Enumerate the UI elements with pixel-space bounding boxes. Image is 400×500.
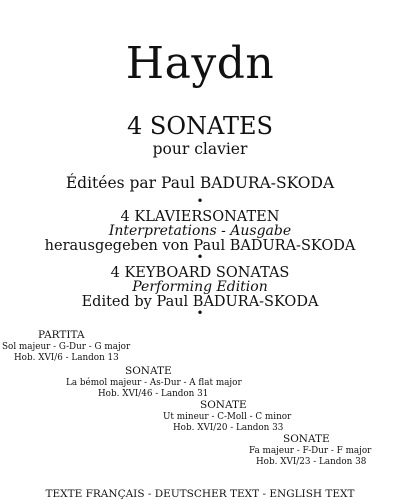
english-editor: Edited by Paul BADURA-SKODA xyxy=(81,294,319,310)
english-title: 4 KEYBOARD SONATAS xyxy=(110,265,290,281)
work-heading: PARTITA xyxy=(38,329,85,341)
work-keys: La bémol majeur - As-Dur - A flat major xyxy=(66,378,242,388)
work-catalog: Hob. XVI/46 - Landon 31 xyxy=(98,389,209,399)
german-editor: herausgegeben von Paul BADURA-SKODA xyxy=(44,238,356,254)
editor-french: Éditées par Paul BADURA-SKODA xyxy=(65,174,335,192)
composer-name: Haydn xyxy=(125,38,275,89)
language-footer: TEXTE FRANÇAIS - DEUTSCHER TEXT - ENGLISH TEXT xyxy=(45,488,355,500)
work-keys: Ut mineur - C-Moll - C minor xyxy=(163,412,292,422)
bullet-separator: • xyxy=(196,194,204,208)
german-subtitle: Interpretations - Ausgabe xyxy=(108,223,292,239)
work-catalog: Hob. XVI/6 - Landon 13 xyxy=(14,353,119,363)
main-title: 4 SONATES xyxy=(126,112,273,140)
work-heading: SONATE xyxy=(125,365,172,377)
work-keys: Sol majeur - G-Dur - G major xyxy=(2,342,131,352)
german-title: 4 KLAVIERSONATEN xyxy=(120,209,280,225)
work-heading: SONATE xyxy=(200,399,247,411)
work-heading: SONATE xyxy=(283,433,330,445)
bullet-separator: • xyxy=(196,250,204,264)
bullet-separator: • xyxy=(196,306,204,320)
work-catalog: Hob. XVI/20 - Landon 33 xyxy=(173,423,284,433)
work-keys: Fa majeur - F-Dur - F major xyxy=(249,446,372,456)
english-subtitle: Performing Edition xyxy=(132,279,268,295)
subtitle: pour clavier xyxy=(152,140,248,158)
work-catalog: Hob. XVI/23 - Landon 38 xyxy=(256,457,367,467)
